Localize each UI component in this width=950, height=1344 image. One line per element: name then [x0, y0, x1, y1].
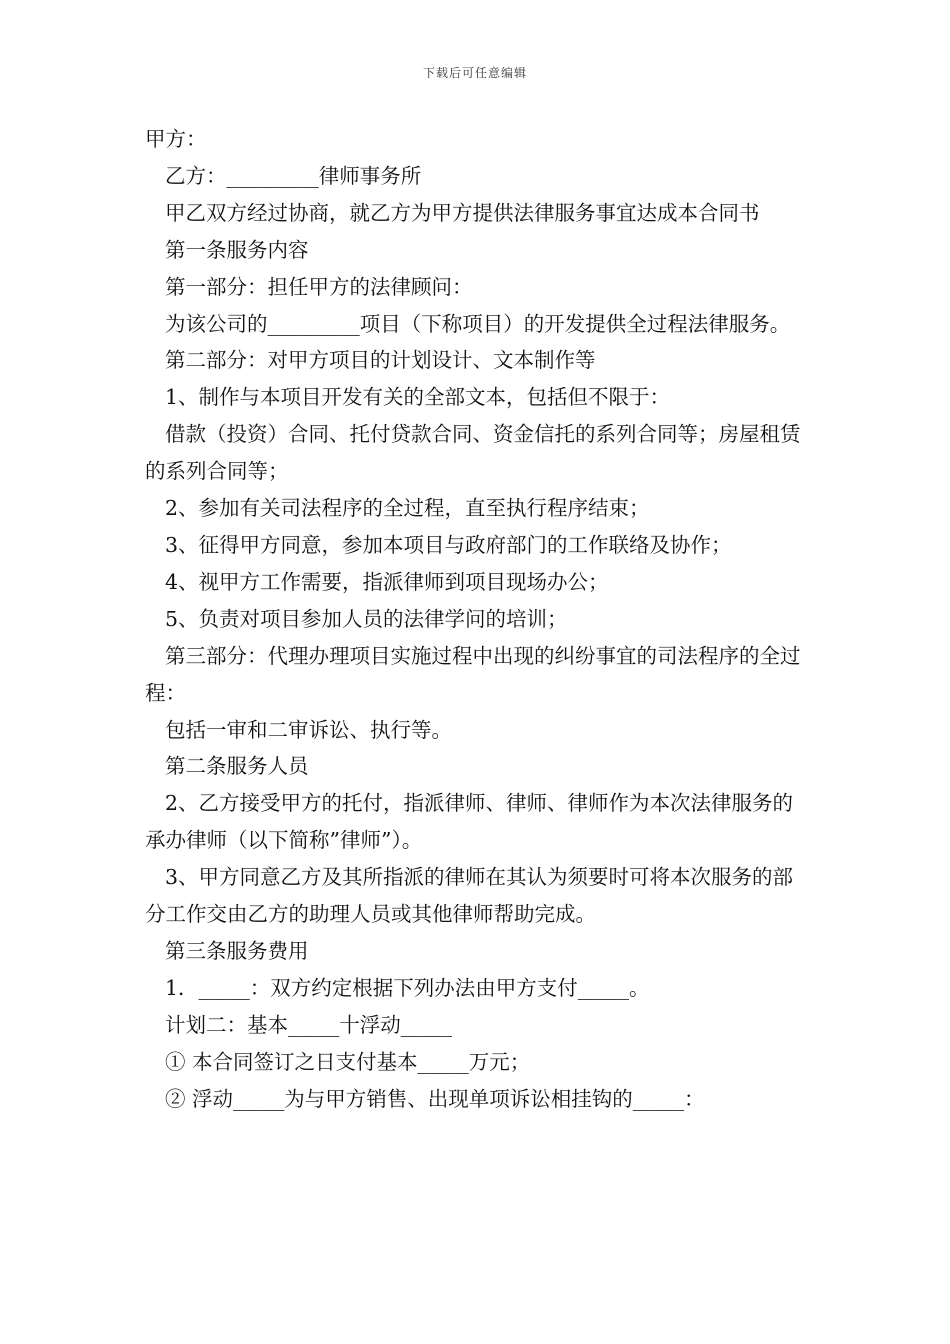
plan-2-paragraph: 计划二：基本_____十浮动_____	[165, 1012, 452, 1037]
party-a-line: 甲方：	[145, 127, 207, 151]
item-5-paragraph: 5、负责对项目参加人员的法律学问的培训；	[165, 606, 568, 631]
document-body	[145, 121, 810, 1117]
circled-item-2-paragraph: ② 浮动_____为与甲方销售、出现单项诉讼相挂钩的_____：	[165, 1086, 705, 1111]
article-3-heading: 第三条服务费用	[165, 938, 309, 963]
article-2-item-3-paragraph: 3、甲方同意乙方及其所指派的律师在其认为须要时可将本次服务的部分工作交由乙方的助理人员或其他律师帮助完成。	[145, 865, 794, 927]
item-3-paragraph: 3、征得甲方同意，参加本项目与政府部门的工作联络及协作；	[165, 532, 732, 557]
party-b-line: 乙方：_________律师事务所	[165, 163, 422, 188]
item-2-paragraph: 2、参加有关司法程序的全过程，直至执行程序结束；	[165, 496, 650, 521]
part-2-heading: 第二部分：对甲方项目的计划设计、文本制作等	[165, 348, 596, 373]
part-1-heading: 第一部分：担任甲方的法律顾问：	[165, 274, 473, 299]
article-1-heading: 第一条服务内容	[165, 237, 309, 262]
article-2-item-2-paragraph: 2、乙方接受甲方的托付，指派律师、律师、律师作为本次法律服务的承办律师（以下简称”律师”）。	[145, 791, 794, 853]
part-3-detail-paragraph: 包括一审和二审诉讼、执行等。	[165, 717, 452, 742]
item-1-paragraph: 1、制作与本项目开发有关的全部文本，包括但不限于：	[165, 385, 671, 410]
item-1-detail-paragraph: 借款（投资）合同、托付贷款合同、资金信托的系列合同等；房屋租赁的系列合同等；	[145, 422, 801, 484]
page-header-caption: 下载后可任意编辑	[422, 66, 527, 80]
article-3-item-1-paragraph: 1．_____：双方约定根据下列办法由甲方支付_____。	[165, 975, 650, 1000]
preamble-paragraph: 甲乙双方经过协商，就乙方为甲方提供法律服务事宜达成本合同书	[165, 200, 760, 225]
circled-item-1-paragraph: ① 本合同签订之日支付基本_____万元；	[165, 1049, 531, 1074]
item-4-paragraph: 4、视甲方工作需要，指派律师到项目现场办公；	[165, 569, 609, 594]
article-2-heading: 第二条服务人员	[165, 754, 309, 779]
part-3-paragraph: 第三部分：代理办理项目实施过程中出现的纠纷事宜的司法程序的全过程：	[145, 643, 801, 705]
part-1-paragraph: 为该公司的_________项目（下称项目）的开发提供全过程法律服务。	[165, 311, 791, 336]
